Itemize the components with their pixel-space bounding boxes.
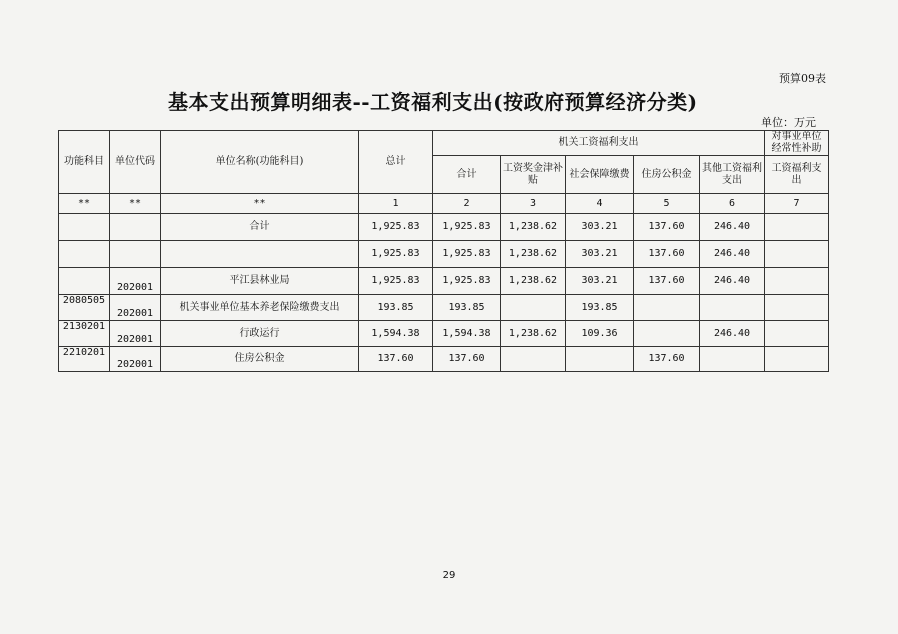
- table-row: [59, 321, 829, 347]
- header-total: 总计: [359, 131, 433, 194]
- subsidy-cell: [765, 268, 829, 295]
- salary-cell: 1,238.62: [501, 241, 566, 268]
- subsidy-cell: [765, 321, 829, 347]
- subtotal-cell: 137.60: [433, 347, 501, 372]
- unit-name-cell: 住房公积金: [161, 347, 359, 372]
- unit-code-cell: [110, 214, 161, 241]
- salary-cell: 1,238.62: [501, 268, 566, 295]
- housing-cell: 137.60: [634, 241, 700, 268]
- unit-code-cell: [110, 241, 161, 268]
- unit-code-cell: 202001: [110, 347, 161, 372]
- other-welfare-cell: 246.40: [700, 268, 765, 295]
- header-subsidy-salary: 工资福利支出: [765, 156, 829, 194]
- unit-code-cell: 202001: [110, 268, 161, 295]
- housing-cell: [634, 295, 700, 321]
- header-subtotal: 合计: [433, 156, 501, 194]
- subsidy-cell: [765, 214, 829, 241]
- housing-cell: 137.60: [634, 268, 700, 295]
- social-cell: [566, 347, 634, 372]
- social-cell: 109.36: [566, 321, 634, 347]
- function-code-cell: [59, 241, 110, 268]
- index-cell: **: [110, 194, 161, 214]
- housing-cell: 137.60: [634, 347, 700, 372]
- index-cell: 4: [566, 194, 634, 214]
- index-cell: 1: [359, 194, 433, 214]
- header-housing-fund: 住房公积金: [634, 156, 700, 194]
- unit-name-cell: 机关事业单位基本养老保险缴费支出: [161, 295, 359, 321]
- total-cell: 1,925.83: [359, 241, 433, 268]
- index-cell: 2: [433, 194, 501, 214]
- header-salary: 工资奖金津补贴: [501, 156, 566, 194]
- unit-name-cell: 行政运行: [161, 321, 359, 347]
- housing-cell: [634, 321, 700, 347]
- salary-cell: 1,238.62: [501, 321, 566, 347]
- total-cell: 137.60: [359, 347, 433, 372]
- header-unit-code: 单位代码: [110, 131, 161, 194]
- salary-cell: 1,238.62: [501, 214, 566, 241]
- unit-name-cell: 合计: [161, 214, 359, 241]
- total-cell: 1,925.83: [359, 214, 433, 241]
- index-cell: 7: [765, 194, 829, 214]
- index-cell: **: [59, 194, 110, 214]
- salary-cell: [501, 295, 566, 321]
- subtotal-cell: 1,925.83: [433, 268, 501, 295]
- table-row: [59, 241, 829, 268]
- index-cell: 6: [700, 194, 765, 214]
- unit-name-cell: [161, 241, 359, 268]
- social-cell: 193.85: [566, 295, 634, 321]
- unit-name-cell: 平江县林业局: [161, 268, 359, 295]
- subsidy-cell: [765, 347, 829, 372]
- subtotal-cell: 1,925.83: [433, 214, 501, 241]
- total-cell: 1,594.38: [359, 321, 433, 347]
- page-number: 29: [442, 570, 456, 581]
- function-code-cell: [59, 214, 110, 241]
- total-cell: 193.85: [359, 295, 433, 321]
- subtotal-cell: 1,594.38: [433, 321, 501, 347]
- social-cell: 303.21: [566, 241, 634, 268]
- unit-code-cell: 202001: [110, 295, 161, 321]
- unit-code-cell: 202001: [110, 321, 161, 347]
- table-row: [59, 295, 829, 321]
- header-agency-group: 机关工资福利支出: [433, 131, 765, 156]
- salary-cell: [501, 347, 566, 372]
- function-code-cell: 2210201: [59, 347, 110, 372]
- index-cell: 5: [634, 194, 700, 214]
- header-unit-name: 单位名称(功能科目): [161, 131, 359, 194]
- index-cell: **: [161, 194, 359, 214]
- header-subsidy-group: 对事业单位经常性补助: [765, 131, 829, 156]
- table-row: [59, 214, 829, 241]
- housing-cell: 137.60: [634, 214, 700, 241]
- other-welfare-cell: [700, 295, 765, 321]
- total-cell: 1,925.83: [359, 268, 433, 295]
- function-code-cell: 2080505: [59, 295, 110, 321]
- subsidy-cell: [765, 241, 829, 268]
- other-welfare-cell: 246.40: [700, 214, 765, 241]
- budget-table: [58, 130, 829, 372]
- header-function-code: 功能科目: [59, 131, 110, 194]
- table-number: 预算09表: [779, 72, 826, 85]
- subtotal-cell: 193.85: [433, 295, 501, 321]
- index-cell: 3: [501, 194, 566, 214]
- other-welfare-cell: [700, 347, 765, 372]
- function-code-cell: [59, 268, 110, 295]
- header-other-welfare: 其他工资福利支出: [700, 156, 765, 194]
- social-cell: 303.21: [566, 214, 634, 241]
- subsidy-cell: [765, 295, 829, 321]
- table-row: [59, 347, 829, 372]
- table-row: [59, 268, 829, 295]
- header-social-security: 社会保障缴费: [566, 156, 634, 194]
- index-row: [59, 194, 829, 214]
- social-cell: 303.21: [566, 268, 634, 295]
- other-welfare-cell: 246.40: [700, 321, 765, 347]
- unit-label: 单位：万元: [761, 116, 816, 129]
- function-code-cell: 2130201: [59, 321, 110, 347]
- other-welfare-cell: 246.40: [700, 241, 765, 268]
- subtotal-cell: 1,925.83: [433, 241, 501, 268]
- page-title: 基本支出预算明细表--工资福利支出(按政府预算经济分类): [168, 90, 698, 114]
